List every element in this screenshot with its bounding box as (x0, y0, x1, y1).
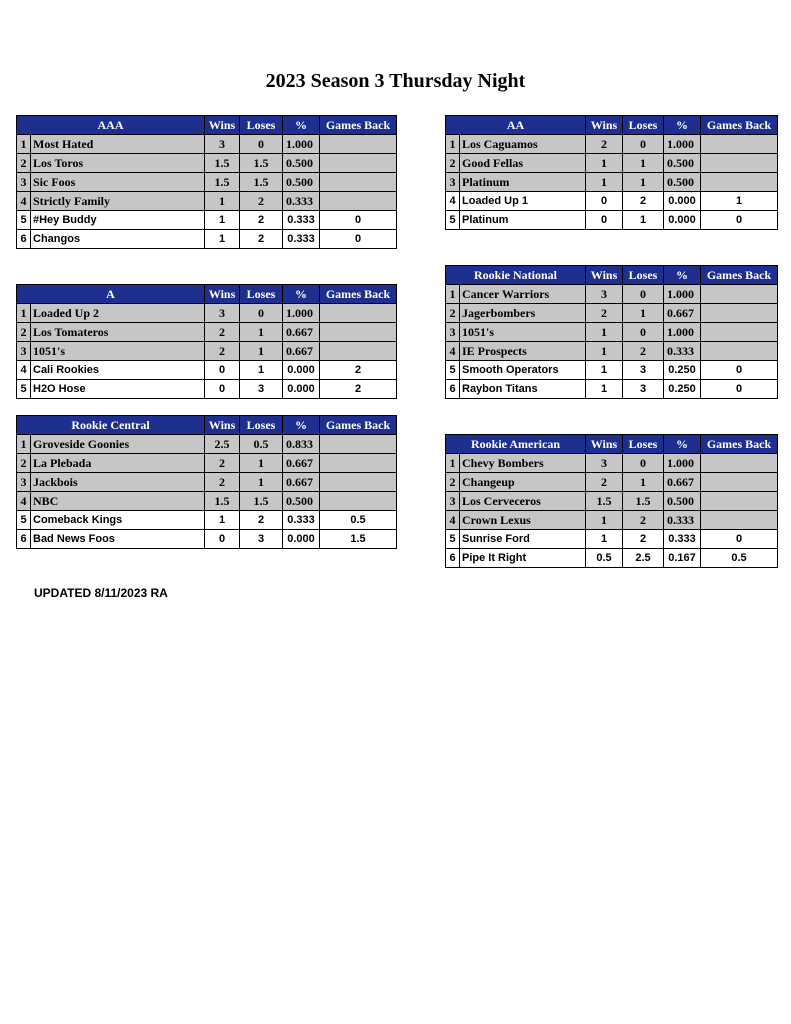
updated-note: UPDATED 8/11/2023 RA (34, 586, 168, 600)
team-name-cell: Loaded Up 2 (31, 304, 205, 323)
gb-cell (320, 492, 397, 511)
rank-cell: 5 (446, 211, 460, 230)
loses-cell: 1.5 (623, 492, 664, 511)
pct-cell: 0.167 (664, 549, 701, 568)
rank-cell: 3 (17, 342, 31, 361)
gb-cell: 2 (320, 380, 397, 399)
rank-cell: 5 (446, 530, 460, 549)
rank-cell: 1 (446, 285, 460, 304)
wins-cell: 0 (205, 530, 240, 549)
loses-cell: 2 (623, 511, 664, 530)
wins-cell: 1 (586, 511, 623, 530)
rank-cell: 6 (446, 549, 460, 568)
table-row (446, 530, 778, 549)
gb-cell: 1 (701, 192, 778, 211)
wins-cell: 1 (205, 511, 240, 530)
table-header-row (17, 285, 397, 304)
pct-cell: 1.000 (664, 454, 701, 473)
rank-cell: 2 (17, 454, 31, 473)
gb-cell: 0 (701, 361, 778, 380)
rank-cell: 3 (446, 323, 460, 342)
table-row (17, 154, 397, 173)
pct-cell: 1.000 (283, 135, 320, 154)
pct-cell: 0.333 (283, 230, 320, 249)
wins-cell: 3 (205, 135, 240, 154)
division-name: Rookie Central (17, 416, 205, 435)
wins-cell: 3 (586, 285, 623, 304)
pct-cell: 0.500 (664, 492, 701, 511)
loses-cell: 1 (240, 342, 283, 361)
loses-cell: 2 (623, 342, 664, 361)
loses-cell: 1 (623, 473, 664, 492)
rank-cell: 6 (446, 380, 460, 399)
pct-cell: 0.667 (283, 323, 320, 342)
wins-cell: 3 (205, 304, 240, 323)
team-name-cell: 1051's (460, 323, 586, 342)
pct-cell: 0.000 (283, 380, 320, 399)
loses-cell: 3 (240, 530, 283, 549)
pct-cell: 1.000 (664, 285, 701, 304)
pct-cell: 0.667 (283, 454, 320, 473)
pct-cell: 0.333 (664, 511, 701, 530)
column-header-gb: Games Back (320, 285, 397, 304)
standings-table (16, 115, 397, 249)
team-name-cell: Comeback Kings (31, 511, 205, 530)
gb-cell (701, 173, 778, 192)
table-row (17, 530, 397, 549)
gb-cell (320, 342, 397, 361)
pct-cell: 0.333 (283, 211, 320, 230)
gb-cell (701, 342, 778, 361)
column-header-gb: Games Back (320, 116, 397, 135)
team-name-cell: Changeup (460, 473, 586, 492)
wins-cell: 1 (586, 154, 623, 173)
rank-cell: 5 (446, 361, 460, 380)
wins-cell: 1 (586, 361, 623, 380)
pct-cell: 0.333 (283, 511, 320, 530)
loses-cell: 2 (240, 511, 283, 530)
team-name-cell: 1051's (31, 342, 205, 361)
loses-cell: 0 (623, 135, 664, 154)
standings-table (445, 265, 778, 399)
column-header-wins: Wins (205, 285, 240, 304)
team-name-cell: Platinum (460, 211, 586, 230)
wins-cell: 2 (205, 473, 240, 492)
rank-cell: 3 (17, 473, 31, 492)
wins-cell: 3 (586, 454, 623, 473)
team-name-cell: Strictly Family (31, 192, 205, 211)
gb-cell (701, 154, 778, 173)
wins-cell: 1 (205, 211, 240, 230)
rank-cell: 4 (17, 361, 31, 380)
gb-cell (701, 285, 778, 304)
standings-table (16, 415, 397, 549)
column-header-gb: Games Back (701, 435, 778, 454)
rank-cell: 1 (446, 135, 460, 154)
column-header-pct: % (283, 285, 320, 304)
wins-cell: 1 (205, 192, 240, 211)
column-header-pct: % (283, 416, 320, 435)
table-row (446, 285, 778, 304)
gb-cell: 1.5 (320, 530, 397, 549)
column-header-loses: Loses (623, 266, 664, 285)
loses-cell: 1 (623, 211, 664, 230)
table-row (446, 454, 778, 473)
pct-cell: 0.333 (283, 192, 320, 211)
table-row (446, 380, 778, 399)
loses-cell: 1 (623, 173, 664, 192)
team-name-cell: Cali Rookies (31, 361, 205, 380)
loses-cell: 1 (623, 154, 664, 173)
table-row (17, 304, 397, 323)
gb-cell: 0 (701, 530, 778, 549)
table-row (17, 342, 397, 361)
team-name-cell: Jackbois (31, 473, 205, 492)
loses-cell: 1 (240, 323, 283, 342)
pct-cell: 0.500 (283, 154, 320, 173)
wins-cell: 2 (205, 454, 240, 473)
loses-cell: 3 (240, 380, 283, 399)
gb-cell (701, 323, 778, 342)
division-name: AA (446, 116, 586, 135)
rank-cell: 5 (17, 511, 31, 530)
gb-cell (320, 192, 397, 211)
rank-cell: 2 (446, 304, 460, 323)
wins-cell: 1 (586, 342, 623, 361)
pct-cell: 0.000 (283, 361, 320, 380)
wins-cell: 0 (205, 361, 240, 380)
pct-cell: 0.667 (283, 473, 320, 492)
wins-cell: 0 (205, 380, 240, 399)
wins-cell: 0.5 (586, 549, 623, 568)
page-title: 2023 Season 3 Thursday Night (265, 70, 526, 92)
table-row (446, 192, 778, 211)
team-name-cell: #Hey Buddy (31, 211, 205, 230)
table-header-row (17, 416, 397, 435)
team-name-cell: Most Hated (31, 135, 205, 154)
table-header-row (446, 116, 778, 135)
pct-cell: 1.000 (664, 323, 701, 342)
loses-cell: 3 (623, 380, 664, 399)
wins-cell: 2 (205, 323, 240, 342)
pct-cell: 0.333 (664, 530, 701, 549)
wins-cell: 2 (205, 342, 240, 361)
wins-cell: 1 (586, 380, 623, 399)
column-header-pct: % (664, 116, 701, 135)
rank-cell: 5 (17, 380, 31, 399)
wins-cell: 1 (586, 323, 623, 342)
team-name-cell: Cancer Warriors (460, 285, 586, 304)
standings-table (445, 434, 778, 568)
table-header-row (446, 435, 778, 454)
rank-cell: 1 (446, 454, 460, 473)
loses-cell: 2 (240, 192, 283, 211)
rank-cell: 3 (446, 492, 460, 511)
pct-cell: 1.000 (664, 135, 701, 154)
pct-cell: 0.000 (664, 192, 701, 211)
wins-cell: 1.5 (205, 173, 240, 192)
loses-cell: 1 (240, 473, 283, 492)
column-header-loses: Loses (240, 285, 283, 304)
table-row (446, 135, 778, 154)
wins-cell: 1.5 (205, 154, 240, 173)
gb-cell: 0 (320, 211, 397, 230)
team-name-cell: Good Fellas (460, 154, 586, 173)
column-header-gb: Games Back (320, 416, 397, 435)
team-name-cell: Crown Lexus (460, 511, 586, 530)
pct-cell: 0.500 (283, 173, 320, 192)
table-row (446, 173, 778, 192)
wins-cell: 1 (205, 230, 240, 249)
rank-cell: 5 (17, 211, 31, 230)
pct-cell: 0.833 (283, 435, 320, 454)
rank-cell: 6 (17, 530, 31, 549)
loses-cell: 1.5 (240, 154, 283, 173)
table-row (17, 135, 397, 154)
loses-cell: 0.5 (240, 435, 283, 454)
table-row (446, 304, 778, 323)
pct-cell: 0.500 (664, 173, 701, 192)
division-name: Rookie American (446, 435, 586, 454)
column-header-loses: Loses (240, 116, 283, 135)
gb-cell: 0 (701, 380, 778, 399)
table-row (17, 454, 397, 473)
wins-cell: 1.5 (586, 492, 623, 511)
team-name-cell: Changos (31, 230, 205, 249)
loses-cell: 3 (623, 361, 664, 380)
gb-cell (320, 135, 397, 154)
column-header-pct: % (664, 266, 701, 285)
team-name-cell: Los Toros (31, 154, 205, 173)
table-row (17, 492, 397, 511)
column-header-pct: % (664, 435, 701, 454)
rank-cell: 2 (17, 154, 31, 173)
team-name-cell: Jagerbombers (460, 304, 586, 323)
team-name-cell: NBC (31, 492, 205, 511)
gb-cell (320, 173, 397, 192)
gb-cell (701, 304, 778, 323)
rank-cell: 4 (17, 192, 31, 211)
column-header-pct: % (283, 116, 320, 135)
loses-cell: 2 (240, 211, 283, 230)
rank-cell: 1 (17, 304, 31, 323)
gb-cell (320, 304, 397, 323)
pct-cell: 0.667 (664, 304, 701, 323)
column-header-wins: Wins (205, 416, 240, 435)
rank-cell: 2 (446, 473, 460, 492)
table-row (17, 473, 397, 492)
table-header-row (17, 116, 397, 135)
team-name-cell: H2O Hose (31, 380, 205, 399)
column-header-wins: Wins (586, 435, 623, 454)
division-name: AAA (17, 116, 205, 135)
rank-cell: 4 (446, 342, 460, 361)
table-row (17, 211, 397, 230)
gb-cell: 0 (320, 230, 397, 249)
column-header-loses: Loses (623, 435, 664, 454)
gb-cell (320, 454, 397, 473)
rank-cell: 2 (17, 323, 31, 342)
team-name-cell: Bad News Foos (31, 530, 205, 549)
table-row (17, 230, 397, 249)
table-row (446, 211, 778, 230)
loses-cell: 0 (623, 454, 664, 473)
team-name-cell: Los Cerveceros (460, 492, 586, 511)
gb-cell (701, 492, 778, 511)
table-row (17, 173, 397, 192)
table-row (446, 154, 778, 173)
loses-cell: 1.5 (240, 173, 283, 192)
table-row (446, 492, 778, 511)
column-header-wins: Wins (586, 266, 623, 285)
gb-cell (701, 454, 778, 473)
table-row (446, 473, 778, 492)
table-row (446, 511, 778, 530)
gb-cell (320, 323, 397, 342)
standings-table (445, 115, 778, 230)
loses-cell: 2 (623, 192, 664, 211)
gb-cell (701, 511, 778, 530)
loses-cell: 1 (240, 454, 283, 473)
loses-cell: 0 (240, 135, 283, 154)
rank-cell: 4 (446, 511, 460, 530)
wins-cell: 2.5 (205, 435, 240, 454)
rank-cell: 3 (446, 173, 460, 192)
wins-cell: 0 (586, 211, 623, 230)
loses-cell: 2 (240, 230, 283, 249)
table-row (446, 549, 778, 568)
wins-cell: 2 (586, 304, 623, 323)
table-row (17, 361, 397, 380)
column-header-gb: Games Back (701, 116, 778, 135)
division-name: Rookie National (446, 266, 586, 285)
gb-cell: 0 (701, 211, 778, 230)
loses-cell: 0 (240, 304, 283, 323)
standings-table (16, 284, 397, 399)
team-name-cell: Groveside Goonies (31, 435, 205, 454)
team-name-cell: Platinum (460, 173, 586, 192)
team-name-cell: Chevy Bombers (460, 454, 586, 473)
team-name-cell: Pipe It Right (460, 549, 586, 568)
team-name-cell: Smooth Operators (460, 361, 586, 380)
loses-cell: 1 (240, 361, 283, 380)
gb-cell: 0.5 (320, 511, 397, 530)
team-name-cell: Sic Foos (31, 173, 205, 192)
loses-cell: 2 (623, 530, 664, 549)
pct-cell: 0.500 (664, 154, 701, 173)
wins-cell: 2 (586, 135, 623, 154)
wins-cell: 2 (586, 473, 623, 492)
rank-cell: 3 (17, 173, 31, 192)
rank-cell: 4 (17, 492, 31, 511)
pct-cell: 0.500 (283, 492, 320, 511)
pct-cell: 0.250 (664, 380, 701, 399)
loses-cell: 0 (623, 285, 664, 304)
team-name-cell: Loaded Up 1 (460, 192, 586, 211)
gb-cell (701, 135, 778, 154)
table-row (446, 361, 778, 380)
wins-cell: 1.5 (205, 492, 240, 511)
pct-cell: 0.250 (664, 361, 701, 380)
table-row (17, 511, 397, 530)
gb-cell (701, 473, 778, 492)
column-header-loses: Loses (623, 116, 664, 135)
column-header-loses: Loses (240, 416, 283, 435)
gb-cell: 0.5 (701, 549, 778, 568)
gb-cell (320, 154, 397, 173)
table-header-row (446, 266, 778, 285)
loses-cell: 1.5 (240, 492, 283, 511)
wins-cell: 1 (586, 173, 623, 192)
column-header-wins: Wins (205, 116, 240, 135)
pct-cell: 0.667 (664, 473, 701, 492)
team-name-cell: Raybon Titans (460, 380, 586, 399)
rank-cell: 1 (17, 435, 31, 454)
pct-cell: 0.333 (664, 342, 701, 361)
column-header-gb: Games Back (701, 266, 778, 285)
table-row (17, 380, 397, 399)
table-row (446, 342, 778, 361)
table-row (446, 323, 778, 342)
table-row (17, 323, 397, 342)
team-name-cell: Los Caguamos (460, 135, 586, 154)
pct-cell: 0.000 (664, 211, 701, 230)
table-row (17, 435, 397, 454)
gb-cell (320, 435, 397, 454)
pct-cell: 0.667 (283, 342, 320, 361)
gb-cell (320, 473, 397, 492)
pct-cell: 1.000 (283, 304, 320, 323)
wins-cell: 0 (586, 192, 623, 211)
rank-cell: 4 (446, 192, 460, 211)
rank-cell: 1 (17, 135, 31, 154)
division-name: A (17, 285, 205, 304)
loses-cell: 2.5 (623, 549, 664, 568)
column-header-wins: Wins (586, 116, 623, 135)
team-name-cell: Los Tomateros (31, 323, 205, 342)
team-name-cell: IE Prospects (460, 342, 586, 361)
loses-cell: 0 (623, 323, 664, 342)
rank-cell: 6 (17, 230, 31, 249)
loses-cell: 1 (623, 304, 664, 323)
team-name-cell: La Plebada (31, 454, 205, 473)
team-name-cell: Sunrise Ford (460, 530, 586, 549)
pct-cell: 0.000 (283, 530, 320, 549)
wins-cell: 1 (586, 530, 623, 549)
table-row (17, 192, 397, 211)
gb-cell: 2 (320, 361, 397, 380)
rank-cell: 2 (446, 154, 460, 173)
